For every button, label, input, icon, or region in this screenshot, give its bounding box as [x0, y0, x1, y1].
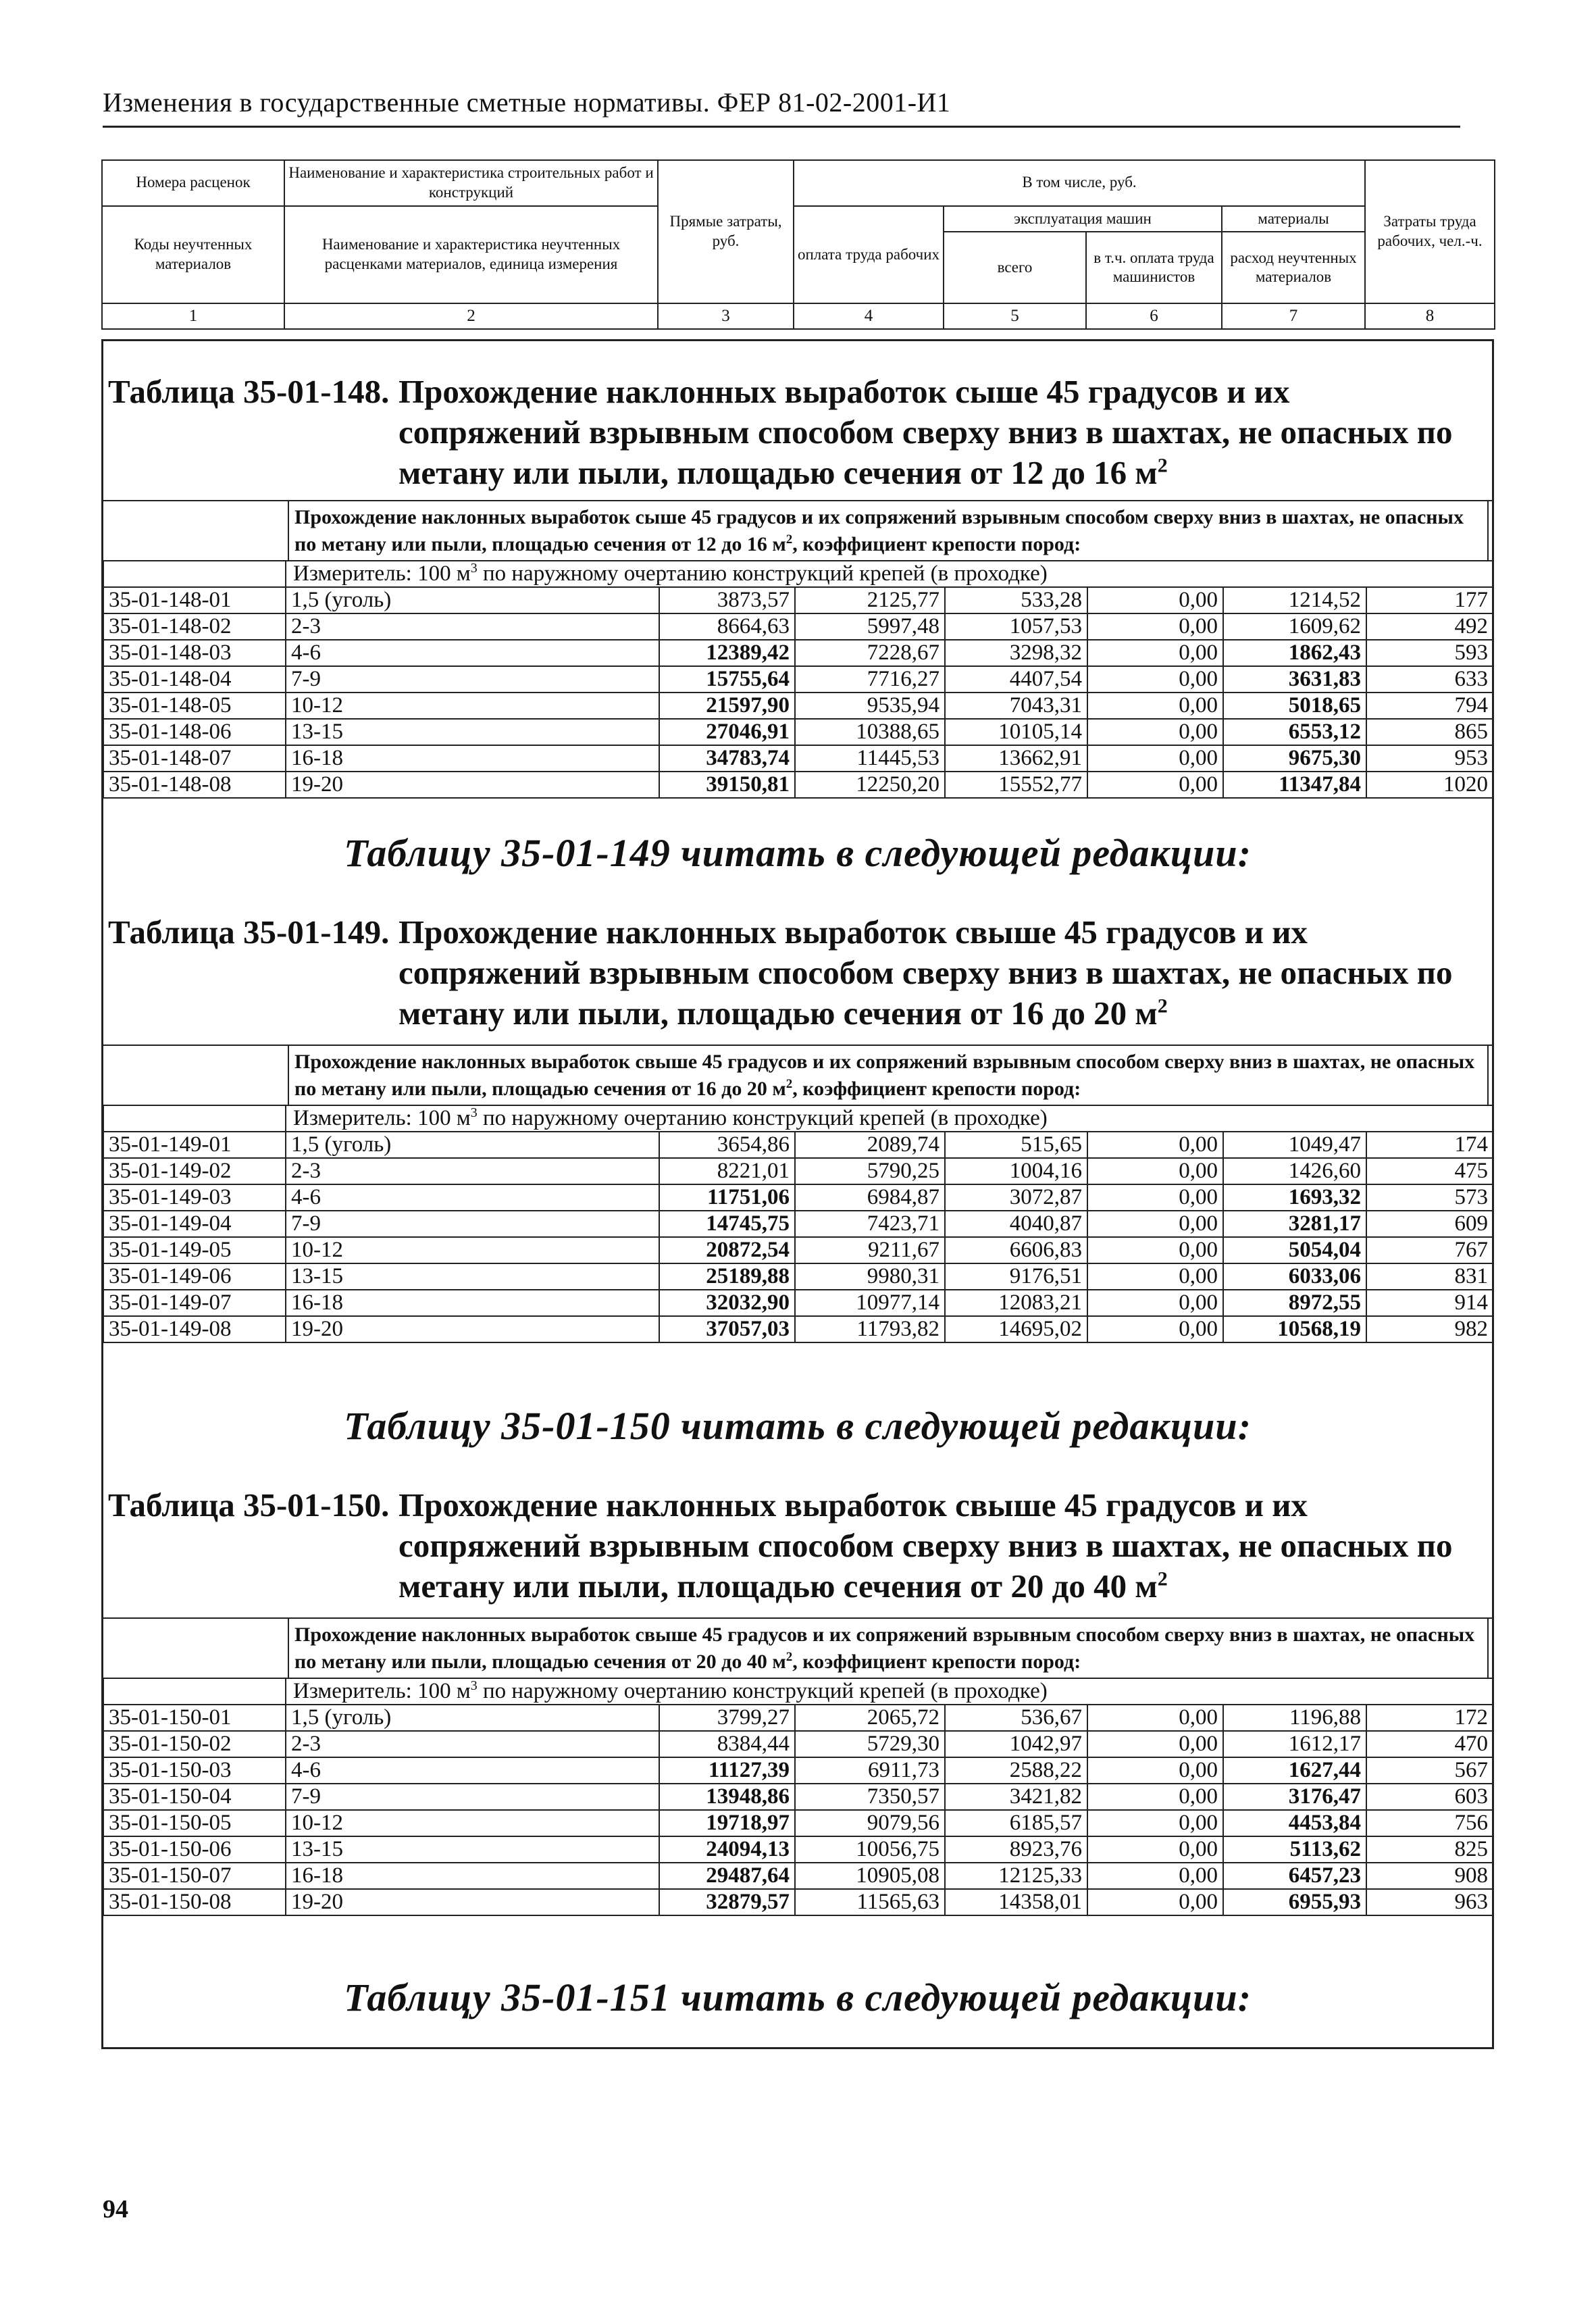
- labor-hours-cell: 756: [1366, 1810, 1493, 1836]
- direct-costs-cell: 8221,01: [659, 1158, 795, 1184]
- header-rule: [103, 126, 1460, 128]
- rate-code-cell: 35-01-148-05: [103, 693, 286, 719]
- worker-pay-cell: 10056,75: [795, 1836, 945, 1863]
- machine-total-cell: 515,65: [945, 1132, 1087, 1158]
- machine-total-cell: 15552,77: [945, 772, 1087, 798]
- table-row: [103, 1158, 1493, 1184]
- labor-hours-cell: 573: [1366, 1184, 1493, 1211]
- rock-hardness-cell: 19-20: [286, 1316, 659, 1342]
- rate-code-cell: 35-01-150-08: [103, 1889, 286, 1915]
- labor-hours-cell: 914: [1366, 1290, 1493, 1316]
- direct-costs-cell: 3799,27: [659, 1705, 795, 1731]
- table-row: [103, 1237, 1493, 1263]
- redaction-note: Таблицу 35-01-151 читать в следующей редакции:: [344, 1976, 1252, 2019]
- meter-row: [103, 1105, 1493, 1132]
- page-number: 94: [103, 2195, 128, 2223]
- material-cost-cell: 1049,47: [1223, 1132, 1366, 1158]
- table-subtitle: Прохождение наклонных выработок свыше 45 градусов и их сопряжений взрывным способом сверху вниз в шахтах, не опасных по метану или пыли, площадью сечения от 20 до 40 $м^2$, коэффициент крепости пород:: [288, 1619, 1489, 1678]
- column-number: 6: [1086, 303, 1222, 328]
- direct-costs-cell: 8384,44: [659, 1731, 795, 1757]
- machinist-pay-cell: 0,00: [1087, 1184, 1223, 1211]
- direct-costs-cell: 13948,86: [659, 1784, 795, 1810]
- table-row: [103, 1810, 1493, 1836]
- meter-text: Измеритель: 100 $м^3$ по наружному очертанию конструкций крепей (в проходке): [286, 1678, 1493, 1705]
- machinist-pay-cell: 0,00: [1087, 613, 1223, 640]
- table-row: [103, 693, 1493, 719]
- rate-code-cell: 35-01-150-05: [103, 1810, 286, 1836]
- table-row: [103, 1784, 1493, 1810]
- header-work-name: Наименование и характеристика строительных работ и конструкций: [284, 160, 658, 206]
- column-header-table: [101, 159, 1495, 330]
- rock-hardness-cell: 4-6: [286, 1757, 659, 1784]
- header-worker-pay: оплата труда рабочих: [794, 206, 944, 304]
- rate-code-cell: 35-01-150-03: [103, 1757, 286, 1784]
- machinist-pay-cell: 0,00: [1087, 772, 1223, 798]
- machinist-pay-cell: 0,00: [1087, 1263, 1223, 1290]
- worker-pay-cell: 5790,25: [795, 1158, 945, 1184]
- table-row: [103, 1863, 1493, 1889]
- direct-costs-cell: 3873,57: [659, 587, 795, 613]
- worker-pay-cell: 7716,27: [795, 666, 945, 693]
- rock-hardness-cell: 16-18: [286, 1863, 659, 1889]
- rock-hardness-cell: 4-6: [286, 1184, 659, 1211]
- table-row: [103, 1184, 1493, 1211]
- direct-costs-cell: 8664,63: [659, 613, 795, 640]
- worker-pay-cell: 5997,48: [795, 613, 945, 640]
- direct-costs-cell: 25189,88: [659, 1263, 795, 1290]
- direct-costs-cell: 14745,75: [659, 1211, 795, 1237]
- header-material-name: Наименование и характеристика неучтенных расценками материалов, единица измерения: [284, 206, 658, 304]
- material-cost-cell: 10568,19: [1223, 1316, 1366, 1342]
- table-subtitle: Прохождение наклонных выработок сыше 45 градусов и их сопряжений взрывным способом сверху вниз в шахтах, не опасных по метану или пыли, площадью сечения от 12 до 16 $м^2$, коэффициент крепости пород:: [288, 501, 1489, 560]
- machine-total-cell: 1057,53: [945, 613, 1087, 640]
- worker-pay-cell: 9211,67: [795, 1237, 945, 1263]
- header-machinist-pay: в т.ч. оплата труда машинистов: [1086, 232, 1222, 303]
- labor-hours-cell: 963: [1366, 1889, 1493, 1915]
- machine-total-cell: 1004,16: [945, 1158, 1087, 1184]
- material-cost-cell: 8972,55: [1223, 1290, 1366, 1316]
- column-number: 2: [284, 303, 658, 328]
- table-heading: [108, 372, 1479, 493]
- worker-pay-cell: 11565,63: [795, 1889, 945, 1915]
- table-row: [103, 666, 1493, 693]
- machinist-pay-cell: 0,00: [1087, 1784, 1223, 1810]
- machinist-pay-cell: 0,00: [1087, 1731, 1223, 1757]
- rock-hardness-cell: 4-6: [286, 640, 659, 666]
- rock-hardness-cell: 7-9: [286, 666, 659, 693]
- machinist-pay-cell: 0,00: [1087, 1863, 1223, 1889]
- machine-total-cell: 9176,51: [945, 1263, 1087, 1290]
- machinist-pay-cell: 0,00: [1087, 1237, 1223, 1263]
- labor-hours-cell: 1020: [1366, 772, 1493, 798]
- rock-hardness-cell: 2-3: [286, 1731, 659, 1757]
- material-cost-cell: 1609,62: [1223, 613, 1366, 640]
- machine-total-cell: 2588,22: [945, 1757, 1087, 1784]
- machinist-pay-cell: 0,00: [1087, 1158, 1223, 1184]
- meter-text: Измеритель: 100 $м^3$ по наружному очертанию конструкций крепей (в проходке): [286, 561, 1493, 587]
- table-heading: [108, 1485, 1479, 1607]
- material-cost-cell: 6033,06: [1223, 1263, 1366, 1290]
- worker-pay-cell: 10388,65: [795, 719, 945, 745]
- table-number: Таблица 35-01-149.: [108, 913, 390, 951]
- machinist-pay-cell: 0,00: [1087, 1810, 1223, 1836]
- machine-total-cell: 536,67: [945, 1705, 1087, 1731]
- column-number: 7: [1222, 303, 1365, 328]
- machine-total-cell: 12125,33: [945, 1863, 1087, 1889]
- machine-total-cell: 14695,02: [945, 1316, 1087, 1342]
- labor-hours-cell: 470: [1366, 1731, 1493, 1757]
- table-title: Прохождение наклонных выработок свыше 45 градусов и их сопряжений взрывным способом сверху вниз в шахтах, не опасных по метану или пыли, площадью сечения от 20 до 40 $м^2$: [398, 1486, 1453, 1605]
- direct-costs-cell: 32879,57: [659, 1889, 795, 1915]
- rate-code-cell: 35-01-149-07: [103, 1290, 286, 1316]
- header-including: В том числе, руб.: [794, 160, 1365, 206]
- machinist-pay-cell: 0,00: [1087, 745, 1223, 772]
- direct-costs-cell: 24094,13: [659, 1836, 795, 1863]
- material-cost-cell: 4453,84: [1223, 1810, 1366, 1836]
- rock-hardness-cell: 2-3: [286, 1158, 659, 1184]
- rock-hardness-cell: 10-12: [286, 1237, 659, 1263]
- labor-hours-cell: 609: [1366, 1211, 1493, 1237]
- worker-pay-cell: 2065,72: [795, 1705, 945, 1731]
- machine-total-cell: 6606,83: [945, 1237, 1087, 1263]
- machinist-pay-cell: 0,00: [1087, 1836, 1223, 1863]
- machinist-pay-cell: 0,00: [1087, 693, 1223, 719]
- worker-pay-cell: 2089,74: [795, 1132, 945, 1158]
- header-material-codes: Коды неучтенных материалов: [102, 206, 284, 304]
- redaction-note: Таблицу 35-01-149 читать в следующей редакции:: [344, 831, 1252, 875]
- rate-code-cell: 35-01-148-07: [103, 745, 286, 772]
- rates-table: [103, 560, 1494, 799]
- worker-pay-cell: 7228,67: [795, 640, 945, 666]
- material-cost-cell: 1693,32: [1223, 1184, 1366, 1211]
- rate-code-cell: 35-01-148-01: [103, 587, 286, 613]
- table-row: [103, 719, 1493, 745]
- worker-pay-cell: 6984,87: [795, 1184, 945, 1211]
- table-block: [103, 500, 1493, 799]
- material-cost-cell: 1627,44: [1223, 1757, 1366, 1784]
- meter-row: [103, 1678, 1493, 1705]
- direct-costs-cell: 12389,42: [659, 640, 795, 666]
- rock-hardness-cell: 10-12: [286, 1810, 659, 1836]
- machine-total-cell: 533,28: [945, 587, 1087, 613]
- labor-hours-cell: 603: [1366, 1784, 1493, 1810]
- rate-code-cell: 35-01-150-01: [103, 1705, 286, 1731]
- table-title: Прохождение наклонных выработок сыше 45 градусов и их сопряжений взрывным способом сверху вниз в шахтах, не опасных по метану или пыли, площадью сечения от 12 до 16 $м^2$: [398, 373, 1453, 491]
- direct-costs-cell: 15755,64: [659, 666, 795, 693]
- material-cost-cell: 6457,23: [1223, 1863, 1366, 1889]
- direct-costs-cell: 39150,81: [659, 772, 795, 798]
- rate-code-cell: 35-01-150-07: [103, 1863, 286, 1889]
- labor-hours-cell: 794: [1366, 693, 1493, 719]
- table-number: Таблица 35-01-148.: [108, 373, 390, 410]
- header-machine-total: всего: [944, 232, 1086, 303]
- direct-costs-cell: 32032,90: [659, 1290, 795, 1316]
- rates-table: [103, 1678, 1494, 1916]
- redaction-note: Таблицу 35-01-150 читать в следующей редакции:: [344, 1404, 1252, 1448]
- header-rate-numbers: Номера расценок: [102, 160, 284, 206]
- table-block: [103, 1617, 1493, 1916]
- labor-hours-cell: 177: [1366, 587, 1493, 613]
- machine-total-cell: 1042,97: [945, 1731, 1087, 1757]
- rate-code-cell: 35-01-149-05: [103, 1237, 286, 1263]
- machinist-pay-cell: 0,00: [1087, 719, 1223, 745]
- machinist-pay-cell: 0,00: [1087, 1132, 1223, 1158]
- machine-total-cell: 10105,14: [945, 719, 1087, 745]
- table-row: [103, 587, 1493, 613]
- table-row: [103, 1263, 1493, 1290]
- rate-code-cell: 35-01-149-02: [103, 1158, 286, 1184]
- labor-hours-cell: 831: [1366, 1263, 1493, 1290]
- machinist-pay-cell: 0,00: [1087, 1316, 1223, 1342]
- table-row: [103, 1731, 1493, 1757]
- rock-hardness-cell: 19-20: [286, 772, 659, 798]
- machine-total-cell: 3421,82: [945, 1784, 1087, 1810]
- rate-code-cell: 35-01-148-02: [103, 613, 286, 640]
- material-cost-cell: 3631,83: [1223, 666, 1366, 693]
- table-row: [103, 1316, 1493, 1342]
- rate-code-cell: 35-01-149-04: [103, 1211, 286, 1237]
- material-cost-cell: 3281,17: [1223, 1211, 1366, 1237]
- rates-table: [103, 1105, 1494, 1343]
- labor-hours-cell: 172: [1366, 1705, 1493, 1731]
- material-cost-cell: 5054,04: [1223, 1237, 1366, 1263]
- machine-total-cell: 3298,32: [945, 640, 1087, 666]
- rate-code-cell: 35-01-150-04: [103, 1784, 286, 1810]
- rate-code-cell: 35-01-148-08: [103, 772, 286, 798]
- labor-hours-cell: 475: [1366, 1158, 1493, 1184]
- worker-pay-cell: 9535,94: [795, 693, 945, 719]
- machine-total-cell: 6185,57: [945, 1810, 1087, 1836]
- running-header: Изменения в государственные сметные нормативы. ФЕР 81-02-2001-И1: [103, 87, 951, 118]
- labor-hours-cell: 908: [1366, 1863, 1493, 1889]
- table-subtitle: Прохождение наклонных выработок свыше 45 градусов и их сопряжений взрывным способом сверху вниз в шахтах, не опасных по метану или пыли, площадью сечения от 16 до 20 $м^2$, коэффициент крепости пород:: [288, 1046, 1489, 1105]
- worker-pay-cell: 6911,73: [795, 1757, 945, 1784]
- material-cost-cell: 1862,43: [1223, 640, 1366, 666]
- table-row: [103, 745, 1493, 772]
- material-cost-cell: 1214,52: [1223, 587, 1366, 613]
- machinist-pay-cell: 0,00: [1087, 1705, 1223, 1731]
- column-number: 5: [944, 303, 1086, 328]
- labor-hours-cell: 865: [1366, 719, 1493, 745]
- material-cost-cell: 6553,12: [1223, 719, 1366, 745]
- table-row: [103, 1889, 1493, 1915]
- labor-hours-cell: 953: [1366, 745, 1493, 772]
- column-number: 3: [658, 303, 794, 328]
- rock-hardness-cell: 1,5 (уголь): [286, 1705, 659, 1731]
- labor-hours-cell: 982: [1366, 1316, 1493, 1342]
- rate-code-cell: 35-01-150-06: [103, 1836, 286, 1863]
- rate-code-cell: 35-01-148-06: [103, 719, 286, 745]
- table-row: [103, 1836, 1493, 1863]
- direct-costs-cell: 20872,54: [659, 1237, 795, 1263]
- worker-pay-cell: 9079,56: [795, 1810, 945, 1836]
- table-row: [103, 1132, 1493, 1158]
- rock-hardness-cell: 10-12: [286, 693, 659, 719]
- material-cost-cell: 1196,88: [1223, 1705, 1366, 1731]
- column-number: 8: [1365, 303, 1495, 328]
- table-row: [103, 613, 1493, 640]
- direct-costs-cell: 37057,03: [659, 1316, 795, 1342]
- rate-code-cell: 35-01-149-01: [103, 1132, 286, 1158]
- rock-hardness-cell: 16-18: [286, 1290, 659, 1316]
- material-cost-cell: 11347,84: [1223, 772, 1366, 798]
- worker-pay-cell: 9980,31: [795, 1263, 945, 1290]
- worker-pay-cell: 2125,77: [795, 587, 945, 613]
- machine-total-cell: 4407,54: [945, 666, 1087, 693]
- table-row: [103, 640, 1493, 666]
- machine-total-cell: 8923,76: [945, 1836, 1087, 1863]
- material-cost-cell: 5113,62: [1223, 1836, 1366, 1863]
- material-cost-cell: 1426,60: [1223, 1158, 1366, 1184]
- material-cost-cell: 6955,93: [1223, 1889, 1366, 1915]
- direct-costs-cell: 21597,90: [659, 693, 795, 719]
- direct-costs-cell: 11127,39: [659, 1757, 795, 1784]
- rock-hardness-cell: 7-9: [286, 1784, 659, 1810]
- material-cost-cell: 1612,17: [1223, 1731, 1366, 1757]
- rate-code-cell: 35-01-149-08: [103, 1316, 286, 1342]
- worker-pay-cell: 7423,71: [795, 1211, 945, 1237]
- header-materials: материалы: [1222, 206, 1365, 232]
- rock-hardness-cell: 2-3: [286, 613, 659, 640]
- table-block: [103, 1045, 1493, 1343]
- column-number: 4: [794, 303, 944, 328]
- rock-hardness-cell: 13-15: [286, 719, 659, 745]
- rock-hardness-cell: 19-20: [286, 1889, 659, 1915]
- rock-hardness-cell: 1,5 (уголь): [286, 587, 659, 613]
- machine-total-cell: 14358,01: [945, 1889, 1087, 1915]
- machine-total-cell: 7043,31: [945, 693, 1087, 719]
- machinist-pay-cell: 0,00: [1087, 1757, 1223, 1784]
- labor-hours-cell: 825: [1366, 1836, 1493, 1863]
- material-cost-cell: 9675,30: [1223, 745, 1366, 772]
- direct-costs-cell: 27046,91: [659, 719, 795, 745]
- machine-total-cell: 3072,87: [945, 1184, 1087, 1211]
- rate-code-cell: 35-01-148-03: [103, 640, 286, 666]
- labor-hours-cell: 767: [1366, 1237, 1493, 1263]
- worker-pay-cell: 11445,53: [795, 745, 945, 772]
- worker-pay-cell: 7350,57: [795, 1784, 945, 1810]
- rock-hardness-cell: 1,5 (уголь): [286, 1132, 659, 1158]
- labor-hours-cell: 593: [1366, 640, 1493, 666]
- worker-pay-cell: 10905,08: [795, 1863, 945, 1889]
- table-heading: [108, 912, 1479, 1034]
- header-direct-costs: Прямые затраты, руб.: [658, 160, 794, 303]
- header-machine-operation: эксплуатация машин: [944, 206, 1222, 232]
- rate-code-cell: 35-01-150-02: [103, 1731, 286, 1757]
- direct-costs-cell: 3654,86: [659, 1132, 795, 1158]
- worker-pay-cell: 10977,14: [795, 1290, 945, 1316]
- table-row: [103, 772, 1493, 798]
- machinist-pay-cell: 0,00: [1087, 1211, 1223, 1237]
- header-material-use: расход неучтенных материалов: [1222, 232, 1365, 303]
- machine-total-cell: 4040,87: [945, 1211, 1087, 1237]
- meter-text: Измеритель: 100 $м^3$ по наружному очертанию конструкций крепей (в проходке): [286, 1105, 1493, 1132]
- labor-hours-cell: 174: [1366, 1132, 1493, 1158]
- machinist-pay-cell: 0,00: [1087, 640, 1223, 666]
- machinist-pay-cell: 0,00: [1087, 587, 1223, 613]
- column-number: 1: [102, 303, 284, 328]
- machinist-pay-cell: 0,00: [1087, 1290, 1223, 1316]
- direct-costs-cell: 34783,74: [659, 745, 795, 772]
- labor-hours-cell: 567: [1366, 1757, 1493, 1784]
- worker-pay-cell: 12250,20: [795, 772, 945, 798]
- labor-hours-cell: 492: [1366, 613, 1493, 640]
- table-row: [103, 1705, 1493, 1731]
- table-row: [103, 1757, 1493, 1784]
- material-cost-cell: 3176,47: [1223, 1784, 1366, 1810]
- rock-hardness-cell: 7-9: [286, 1211, 659, 1237]
- machine-total-cell: 12083,21: [945, 1290, 1087, 1316]
- direct-costs-cell: 29487,64: [659, 1863, 795, 1889]
- rock-hardness-cell: 13-15: [286, 1263, 659, 1290]
- rock-hardness-cell: 16-18: [286, 745, 659, 772]
- table-row: [103, 1211, 1493, 1237]
- table-title: Прохождение наклонных выработок свыше 45 градусов и их сопряжений взрывным способом сверху вниз в шахтах, не опасных по метану или пыли, площадью сечения от 16 до 20 $м^2$: [398, 913, 1453, 1032]
- rate-code-cell: 35-01-148-04: [103, 666, 286, 693]
- direct-costs-cell: 11751,06: [659, 1184, 795, 1211]
- labor-hours-cell: 633: [1366, 666, 1493, 693]
- header-labor-costs: Затраты труда рабочих, чел.-ч.: [1365, 160, 1495, 303]
- worker-pay-cell: 5729,30: [795, 1731, 945, 1757]
- material-cost-cell: 5018,65: [1223, 693, 1366, 719]
- rate-code-cell: 35-01-149-03: [103, 1184, 286, 1211]
- rock-hardness-cell: 13-15: [286, 1836, 659, 1863]
- worker-pay-cell: 11793,82: [795, 1316, 945, 1342]
- table-number: Таблица 35-01-150.: [108, 1486, 390, 1524]
- machinist-pay-cell: 0,00: [1087, 1889, 1223, 1915]
- machinist-pay-cell: 0,00: [1087, 666, 1223, 693]
- machine-total-cell: 13662,91: [945, 745, 1087, 772]
- direct-costs-cell: 19718,97: [659, 1810, 795, 1836]
- table-row: [103, 1290, 1493, 1316]
- meter-row: [103, 561, 1493, 587]
- rate-code-cell: 35-01-149-06: [103, 1263, 286, 1290]
